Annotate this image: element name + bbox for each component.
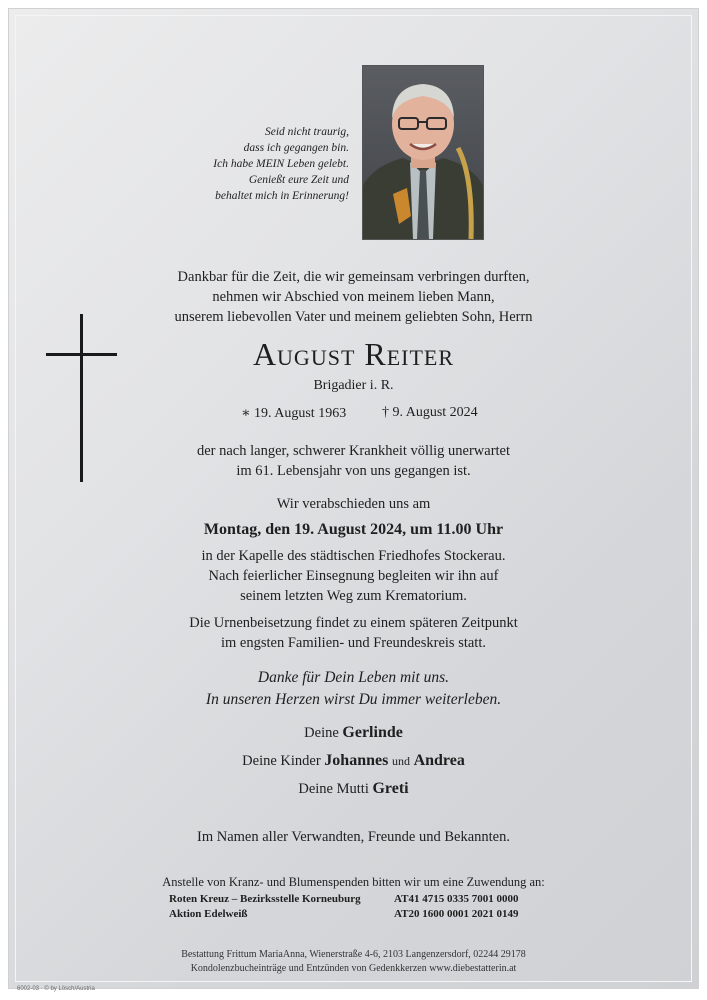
poem-line: dass ich gegangen bin.: [243, 142, 349, 154]
service-location-text: [9, 546, 698, 606]
copyright-note: 6002-03 · © by Lösch/Austria: [17, 986, 95, 992]
family-prefix: Deine Mutti: [298, 781, 369, 797]
deceased-name: August Reiter: [252, 336, 455, 372]
family-name: Gerlinde: [342, 724, 403, 741]
family-prefix: Deine Kinder: [242, 753, 321, 769]
thanks-line: In unseren Herzen wirst Du immer weiterleben.: [205, 691, 502, 708]
circumstances-line: der nach langer, schwerer Krankheit völlig unerwartet: [196, 443, 511, 459]
family-name: Greti: [372, 780, 409, 797]
birth-date: ∗ 19. August 1963: [241, 406, 347, 421]
footer-line: Kondolenzbucheinträge und Entzünden von Gedenkkerzen www.diebestatterin.at: [190, 963, 517, 974]
intro-line: nehmen wir Abschied von meinem lieben Mann,: [212, 289, 495, 305]
farewell-intro: Wir verabschieden uns am: [276, 496, 431, 512]
family-wife: [9, 724, 698, 742]
service-line: seinem letzten Weg zum Krematorium.: [240, 588, 467, 604]
relatives-line: Im Namen aller Verwandten, Freunde und Bekannten.: [197, 829, 510, 845]
rank: Brigadier i. R.: [313, 378, 394, 393]
family-mother: [9, 780, 698, 798]
bank-details: [9, 892, 698, 922]
family-and: und: [391, 754, 410, 768]
family-prefix: Deine: [304, 725, 339, 741]
family-name: Johannes: [324, 752, 389, 769]
portrait-photo: [362, 65, 484, 240]
service-line: Nach feierlicher Einsegnung begleiten wir ihn auf: [208, 568, 499, 584]
urn-line: Die Urnenbeisetzung findet zu einem späteren Zeitpunkt: [189, 615, 518, 631]
bank-name: Aktion Edelweiß: [169, 908, 248, 920]
poem-line: behaltet mich in Erinnerung!: [215, 190, 349, 202]
donation-request: Anstelle von Kranz- und Blumenspenden bitten wir um eine Zuwendung an:: [162, 875, 545, 889]
bank-name: Roten Kreuz – Bezirksstelle Korneuburg: [169, 893, 361, 905]
circumstances-line: im 61. Lebensjahr von uns gegangen ist.: [236, 463, 471, 479]
poem-line: Ich habe MEIN Leben gelebt.: [213, 158, 349, 170]
family-name: Andrea: [413, 752, 465, 769]
intro-line: unserem liebevollen Vater und meinem geliebten Sohn, Herrn: [174, 309, 533, 325]
urn-burial-text: [9, 613, 698, 653]
death-date: † 9. August 2024: [382, 405, 478, 420]
circumstances-text: [9, 441, 698, 481]
intro-text: [9, 267, 698, 327]
footer-line: Bestattung Frittum MariaAnna, Wienerstraße 4-6, 2103 Langenzersdorf, 02244 29178: [181, 949, 526, 960]
family-children: [9, 752, 698, 770]
funeral-home-footer: [9, 948, 698, 976]
thanks-text: [9, 667, 698, 711]
service-line: in der Kapelle des städtischen Friedhofes Stockerau.: [201, 548, 506, 564]
urn-line: im engsten Familien- und Freundeskreis statt.: [221, 635, 486, 651]
thanks-line: Danke für Dein Leben mit uns.: [257, 669, 450, 686]
bank-iban: AT41 4715 0335 7001 0000: [394, 893, 519, 905]
intro-line: Dankbar für die Zeit, die wir gemeinsam verbringen durften,: [177, 269, 530, 285]
poem: [149, 124, 349, 204]
bank-iban: AT20 1600 0001 2021 0149: [394, 908, 519, 920]
poem-line: Genießt eure Zeit und: [248, 174, 349, 186]
poem-line: Seid nicht traurig,: [264, 126, 349, 138]
obituary-card: [9, 9, 698, 992]
service-date: Montag, den 19. August 2024, um 11.00 Uhr: [203, 521, 504, 538]
